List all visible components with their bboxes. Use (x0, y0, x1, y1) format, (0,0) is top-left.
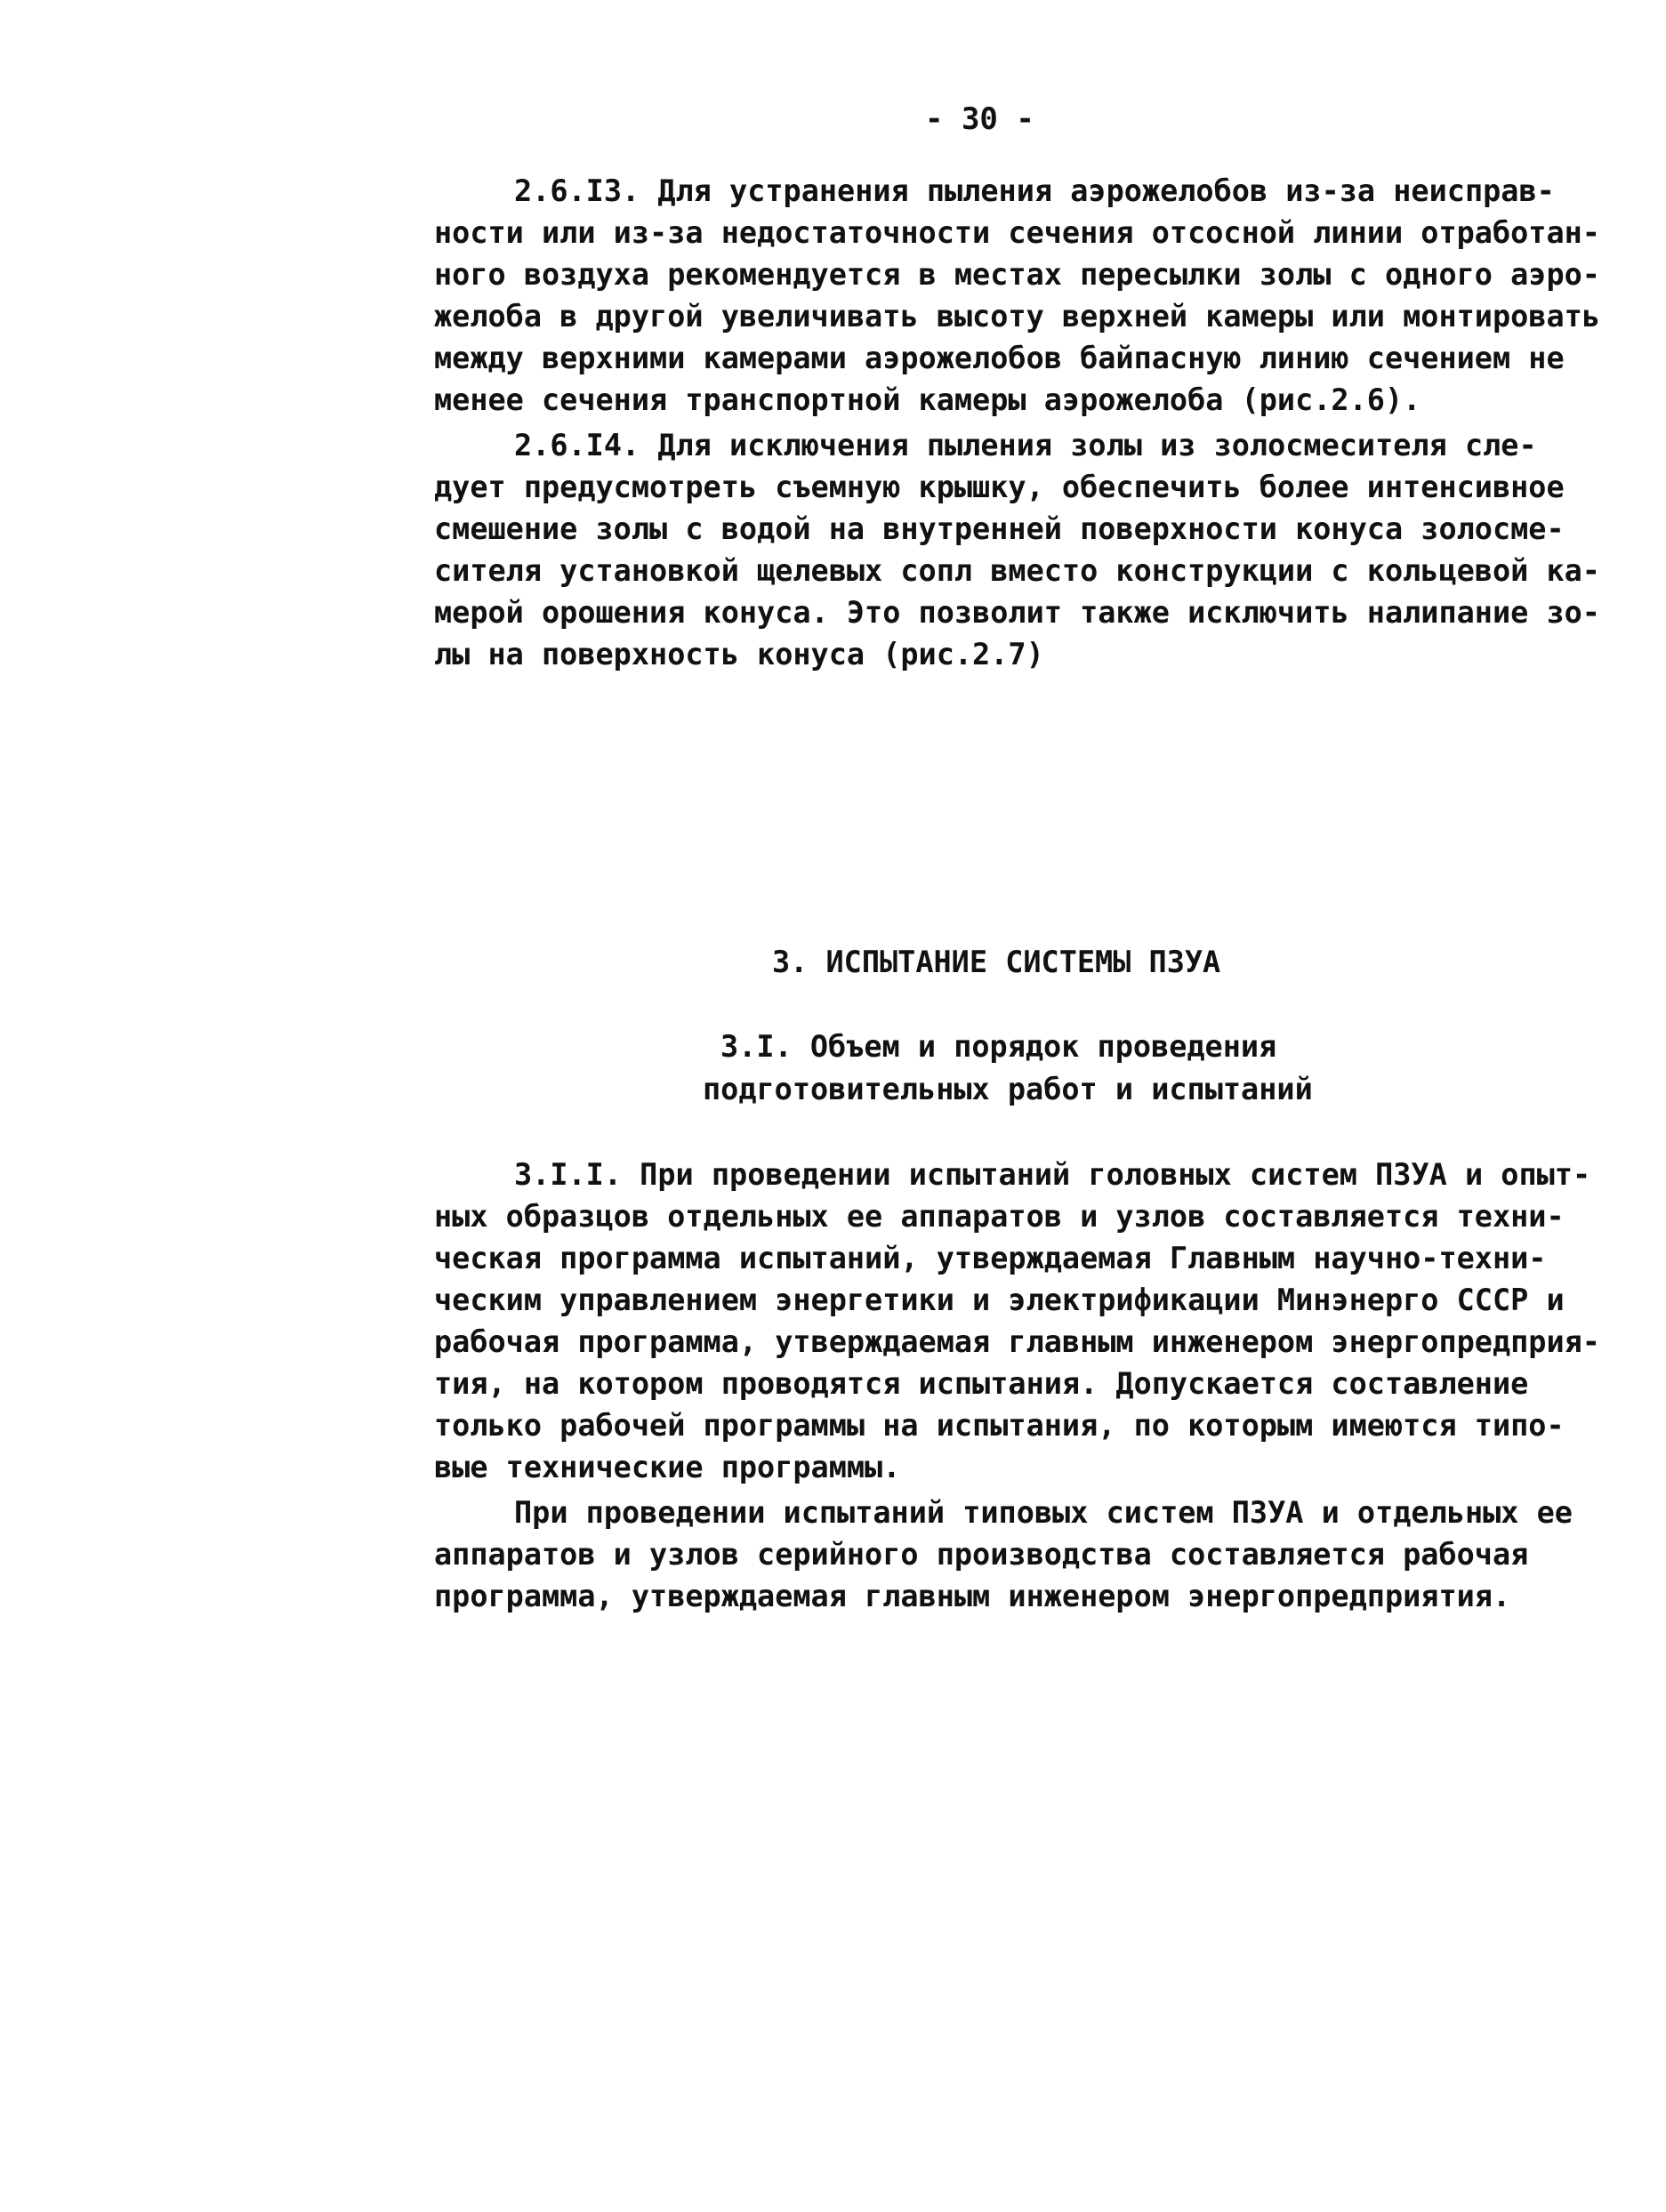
text-line: ческим управлением энергетики и электрификации Минэнерго СССР и (434, 1283, 1565, 1317)
text-line: ности или из-за недостаточности сечения отсосной линии отработан- (434, 215, 1600, 250)
text-line: только рабочей программы на испытания, по которым имеются типо- (434, 1408, 1565, 1443)
subsection-title-line: 3.I. Объем и порядок проведения (720, 1029, 1277, 1064)
text-line: желоба в другой увеличивать высоту верхней камеры или монтировать (434, 299, 1600, 334)
text-line: 3.I.I. При проведении испытаний головных систем ПЗУА и опыт- (514, 1157, 1591, 1192)
text-line: ческая программа испытаний, утверждаемая Главным научно-техни- (434, 1241, 1547, 1275)
text-line: сителя установкой щелевых сопл вместо конструкции с кольцевой ка- (434, 553, 1600, 588)
text-line: между верхними камерами аэрожелобов байпасную линию сечением не (434, 341, 1565, 375)
text-line: дует предусмотреть съемную крышку, обеспечить более интенсивное (434, 470, 1565, 504)
text-line: программа, утверждаемая главным инженером энергопредприятия. (434, 1579, 1511, 1613)
text-line: При проведении испытаний типовых систем ПЗУА и отдельных ее (514, 1495, 1573, 1530)
page-number: - 30 - (925, 101, 1034, 137)
text-line: ного воздуха рекомендуется в местах пересылки золы с одного аэро- (434, 257, 1600, 292)
subsection-title-line: подготовительных работ и испытаний (703, 1072, 1313, 1106)
text-line: аппаратов и узлов серийного производства составляется рабочая (434, 1537, 1529, 1572)
text-line: 2.6.I3. Для устранения пыления аэрожелобов из-за неисправ- (514, 173, 1555, 208)
text-line: смешение золы с водой на внутренней поверхности конуса золосме- (434, 511, 1565, 546)
section-title: 3. ИСПЫТАНИЕ СИСТЕМЫ ПЗУА (772, 945, 1221, 979)
text-line: лы на поверхность конуса (рис.2.7) (434, 637, 1044, 672)
text-line: рабочая программа, утверждаемая главным инженером энергопредприя- (434, 1324, 1600, 1359)
text-line: тия, на котором проводятся испытания. Допускается составление (434, 1366, 1529, 1401)
text-line: ных образцов отдельных ее аппаратов и узлов составляется техни- (434, 1199, 1565, 1234)
text-line: 2.6.I4. Для исключения пыления золы из золосмесителя сле- (514, 428, 1537, 463)
text-line: вые технические программы. (434, 1450, 901, 1484)
text-line: мерой орошения конуса. Это позволит также исключить налипание зо- (434, 595, 1600, 630)
text-line: менее сечения транспортной камеры аэрожелоба (рис.2.6). (434, 382, 1421, 417)
